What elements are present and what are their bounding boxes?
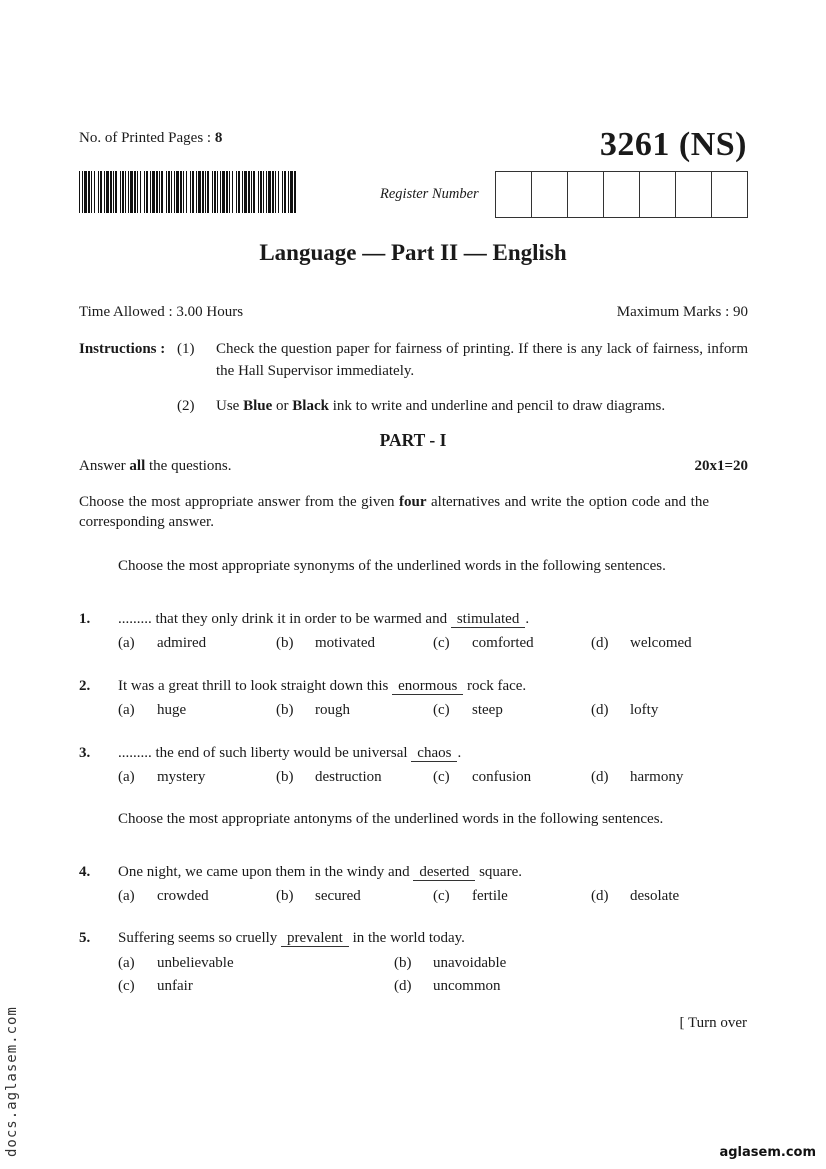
time-allowed: Time Allowed : 3.00 Hours [79,304,244,320]
instructions-label: Instructions : [79,341,166,357]
option-text: confusion [472,769,532,785]
register-digit-box[interactable] [532,172,568,217]
underlined-word: deserted [413,864,475,881]
option-text: comforted [472,635,534,651]
option-text: huge [157,702,187,718]
underlined-word: chaos [411,745,457,762]
question-text: It was a great thrill to look straight down this enormous rock face. [118,678,527,694]
turn-over: [ Turn over [679,1015,747,1031]
maximum-marks: Maximum Marks : 90 [616,304,748,320]
option-c: (c) [433,888,450,904]
option-a: (a) [118,702,135,718]
antonym-direction: Choose the most appropriate antonyms of the underlined words in the following sentences. [118,811,664,827]
register-digit-box[interactable] [640,172,676,217]
option-text: unbelievable [157,955,234,971]
question-number: 2. [79,678,91,694]
printed-pages: No. of Printed Pages : 8 [79,130,223,146]
register-digit-box[interactable] [604,172,640,217]
option-b: (b) [276,769,294,785]
option-a: (a) [118,635,135,651]
question-number: 3. [79,745,91,761]
option-b: (b) [394,955,412,971]
register-digit-box[interactable] [676,172,712,217]
instruction-number: (1) [177,341,195,357]
instruction-2 [79,395,748,417]
option-c: (c) [118,978,135,994]
register-digit-box[interactable] [712,172,747,217]
marks-scheme: 20x1=20 [694,458,748,474]
option-text: rough [315,702,350,718]
answer-instruction: Answer all the questions. [79,458,232,474]
option-text: steep [472,702,503,718]
paper-title: Language — Part II — English [259,240,567,265]
option-b: (b) [276,635,294,651]
watermark: docs.aglasem.com [4,1006,20,1157]
option-c: (c) [433,769,450,785]
part-title: PART - I [379,430,447,450]
option-b: (b) [276,702,294,718]
option-d: (d) [591,702,609,718]
option-text: mystery [157,769,206,785]
instruction-text: Check the question paper for fairness of printing. If there is any lack of fairness, inform the Hall Supervisor immediately. [216,341,748,379]
site-logo-text[interactable]: aglasem.com [719,1145,816,1160]
option-d: (d) [591,888,609,904]
underlined-word: enormous [392,678,463,695]
option-text: welcomed [630,635,692,651]
instruction-number: (2) [177,398,195,414]
synonym-direction: Choose the most appropriate synonyms of the underlined words in the following sentences. [118,558,666,574]
directions: Choose the most appropriate answer from the given four alternatives and write the option code and the corresponding answer. [79,494,709,530]
register-number-label: Register Number [380,186,479,202]
option-text: motivated [315,635,375,651]
option-text: unavoidable [433,955,507,971]
option-text: admired [157,635,207,651]
question-text: One night, we came upon them in the windy and deserted square. [118,864,522,880]
option-b: (b) [276,888,294,904]
option-text: crowded [157,888,209,904]
option-d: (d) [394,978,412,994]
option-a: (a) [118,769,135,785]
underlined-word: prevalent [281,930,349,947]
barcode [79,171,297,213]
question-number: 4. [79,864,91,880]
instruction-1 [79,338,748,382]
question-text: Suffering seems so cruelly prevalent in the world today. [118,930,465,946]
underlined-word: stimulated [451,611,526,628]
time-marks-row [79,304,748,321]
option-d: (d) [591,635,609,651]
option-text: fertile [472,888,508,904]
option-c: (c) [433,702,450,718]
question-text: ......... the end of such liberty would be universal chaos . [118,745,462,761]
option-c: (c) [433,635,450,651]
instruction-text: Use Blue or Black ink to write and underline and pencil to draw diagrams. [216,398,666,414]
question-text: ......... that they only drink it in order to be warmed and stimulated . [118,611,530,627]
option-a: (a) [118,888,135,904]
option-text: destruction [315,769,382,785]
option-d: (d) [591,769,609,785]
register-digit-box[interactable] [496,172,532,217]
register-number-boxes [495,171,748,218]
question-number: 1. [79,611,91,627]
answer-row [79,458,748,475]
question-number: 5. [79,930,91,946]
register-digit-box[interactable] [568,172,604,217]
paper-code: 3261 (NS) [599,126,747,163]
option-text: secured [315,888,361,904]
option-text: unfair [157,978,193,994]
option-a: (a) [118,955,135,971]
option-text: desolate [630,888,680,904]
option-text: uncommon [433,978,501,994]
option-text: harmony [630,769,684,785]
option-text: lofty [630,702,659,718]
